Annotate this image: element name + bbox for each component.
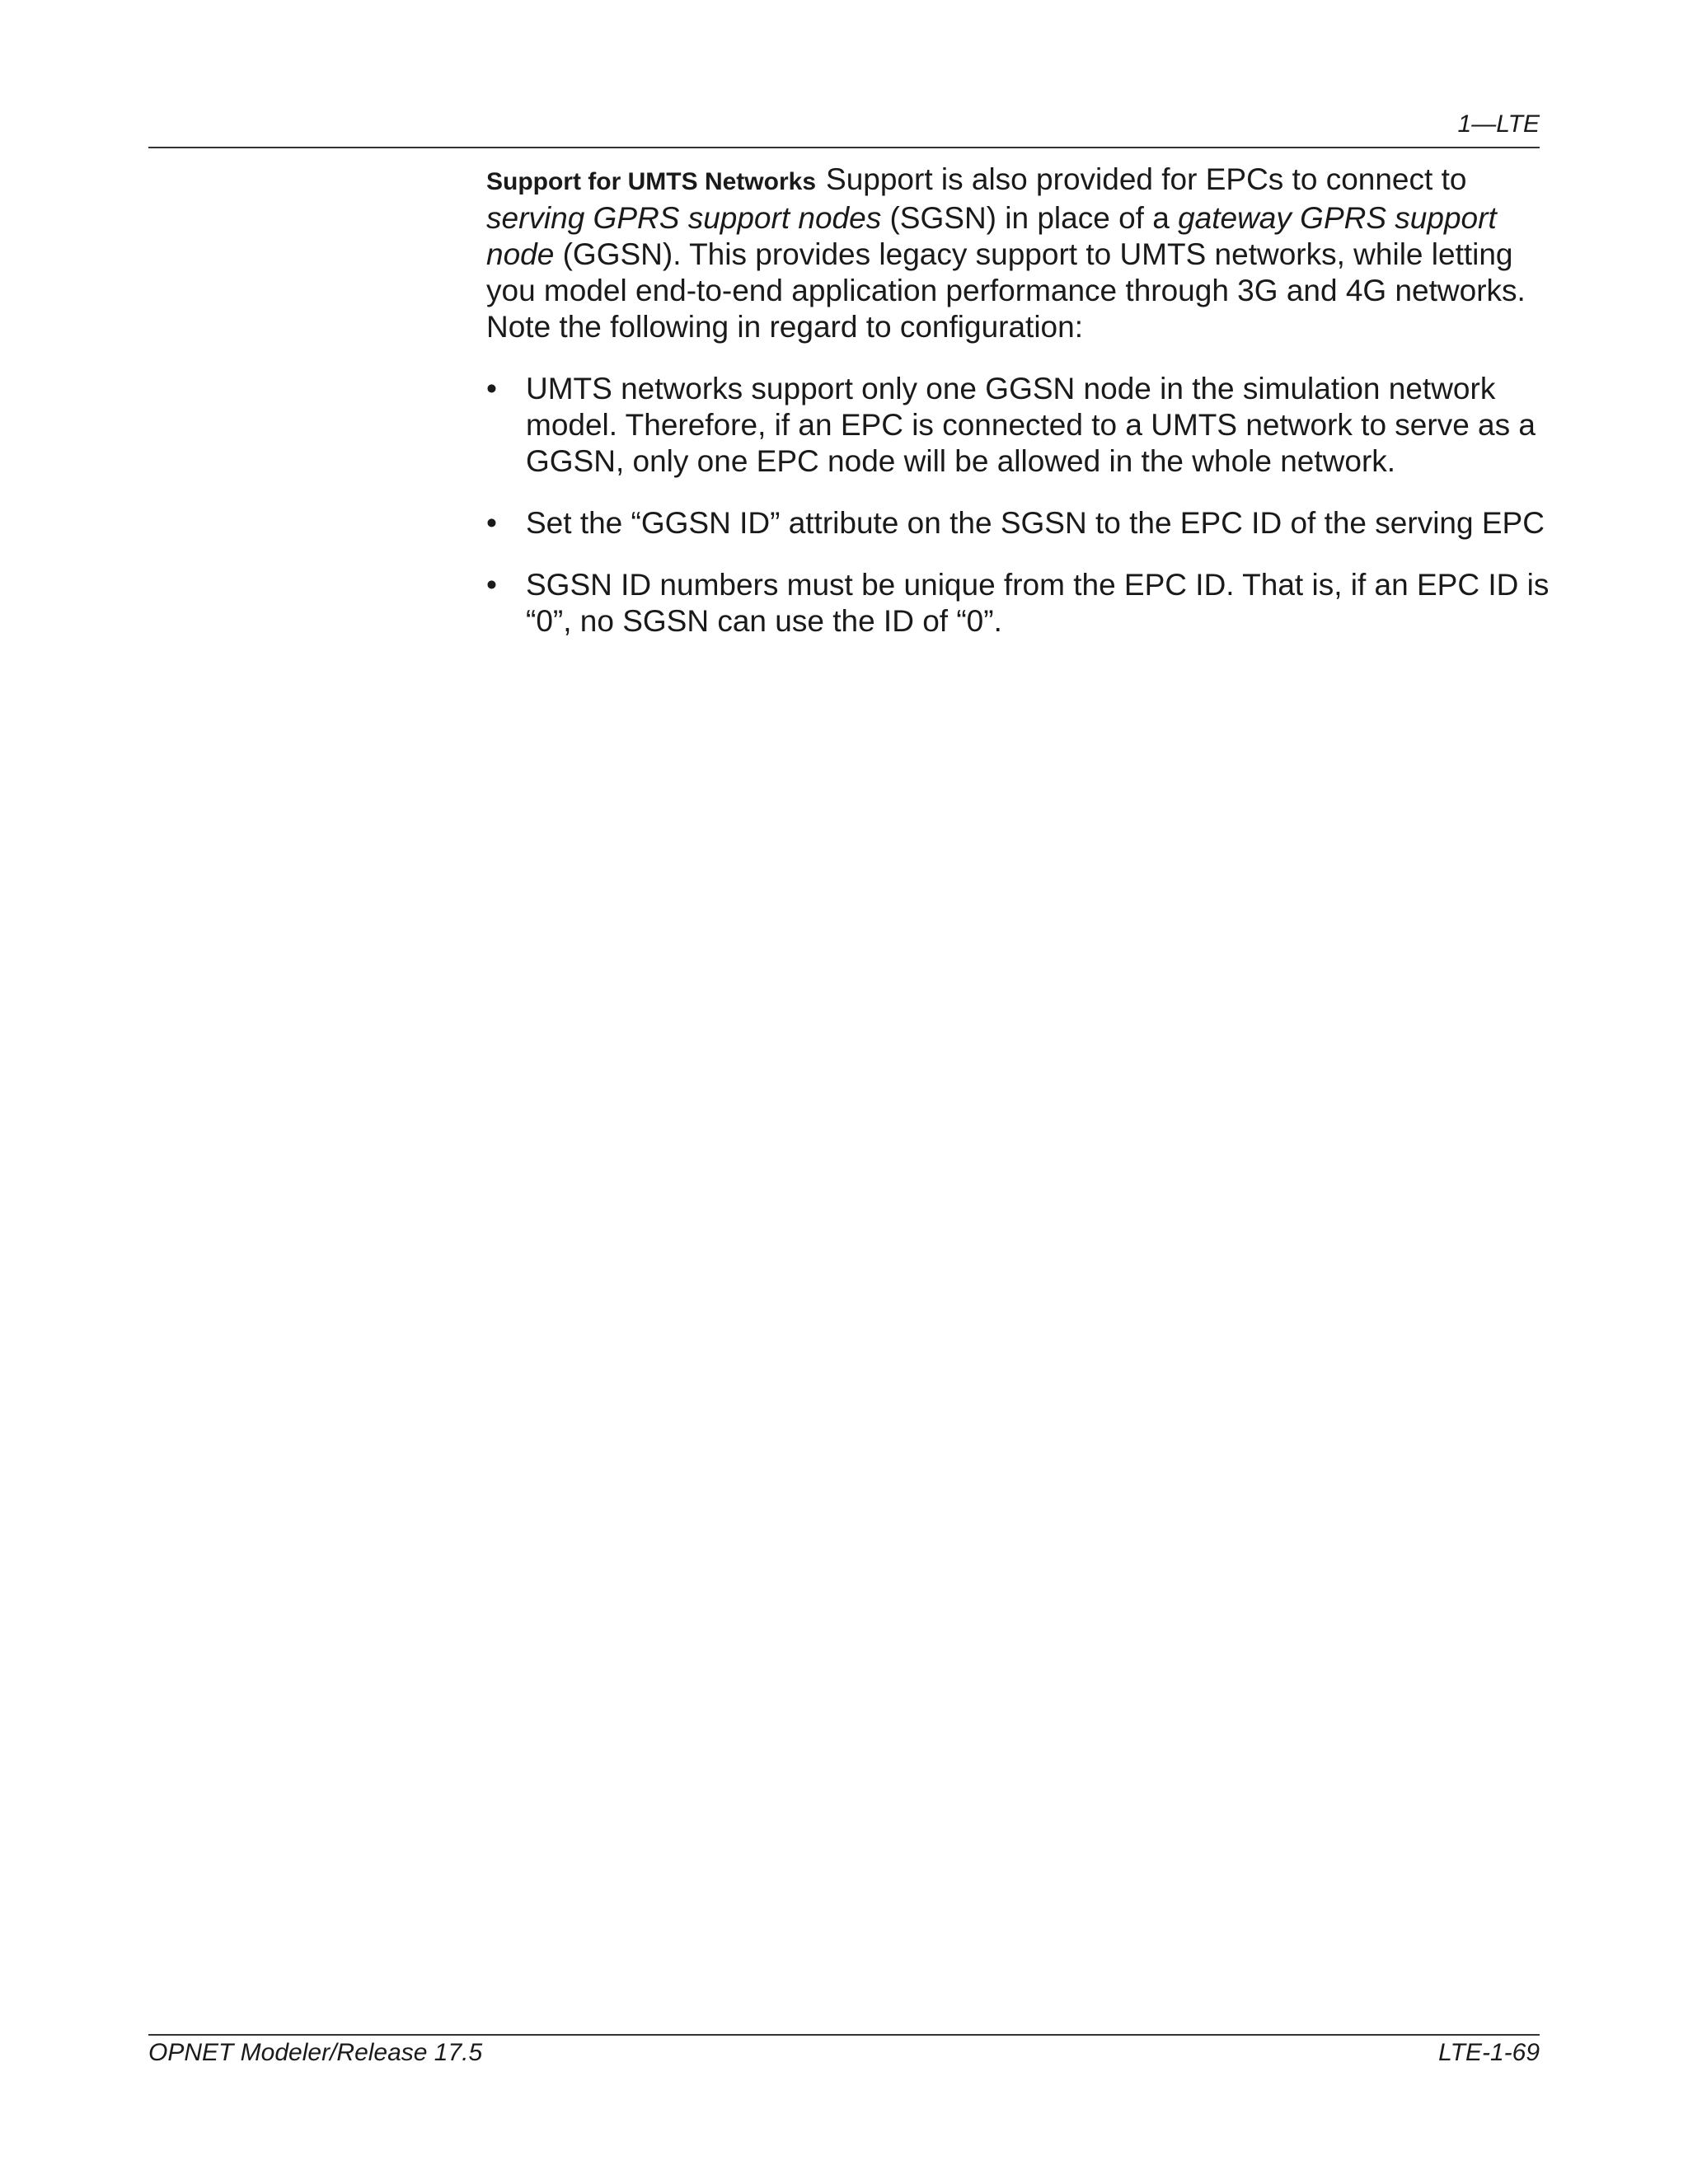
list-item-text: SGSN ID numbers must be unique from the EPC ID. That is, if an EPC ID is “0”, no SGSN can use the ID of “0”.	[526, 568, 1550, 638]
run-in-heading: Support for UMTS Networks	[486, 168, 817, 195]
intro-term-ggsn: gateway GPRS support node	[486, 201, 1497, 271]
list-item	[486, 567, 1550, 640]
bullet-marker: •	[486, 506, 497, 540]
footer-rule	[148, 2034, 1540, 2036]
list-item-text: UMTS networks support only one GGSN node in the simulation network model. Therefore, if an EPC is connected to a UMTS network to serve as a GGSN, only one EPC node will be allowed in the whole network.	[526, 372, 1536, 478]
footer-product: OPNET Modeler/Release 17.5	[148, 2039, 483, 2066]
header-rule	[148, 147, 1540, 148]
main-content	[486, 162, 1550, 665]
intro-text-1: Support is also provided for EPCs to connect to	[826, 162, 1467, 196]
bullet-marker: •	[486, 372, 497, 405]
chapter-label: 1—LTE	[1457, 110, 1540, 138]
list-item	[486, 371, 1550, 480]
list-item-text: Set the “GGSN ID” attribute on the SGSN to the EPC ID of the serving EPC	[526, 506, 1545, 540]
bullet-marker: •	[486, 568, 497, 602]
intro-text-2: (SGSN) in place of a	[881, 201, 1179, 235]
bullet-list	[486, 371, 1550, 640]
intro-paragraph	[486, 162, 1550, 345]
list-item	[486, 505, 1550, 541]
footer-page-number: LTE-1-69	[1438, 2039, 1540, 2066]
intro-term-sgsn: serving GPRS support nodes	[486, 201, 882, 235]
intro-text-3: (GGSN). This provides legacy support to UMTS networks, while letting you model end-to-end application performance through 3G and 4G networks. Note the following in regard to configuration:	[486, 237, 1526, 344]
